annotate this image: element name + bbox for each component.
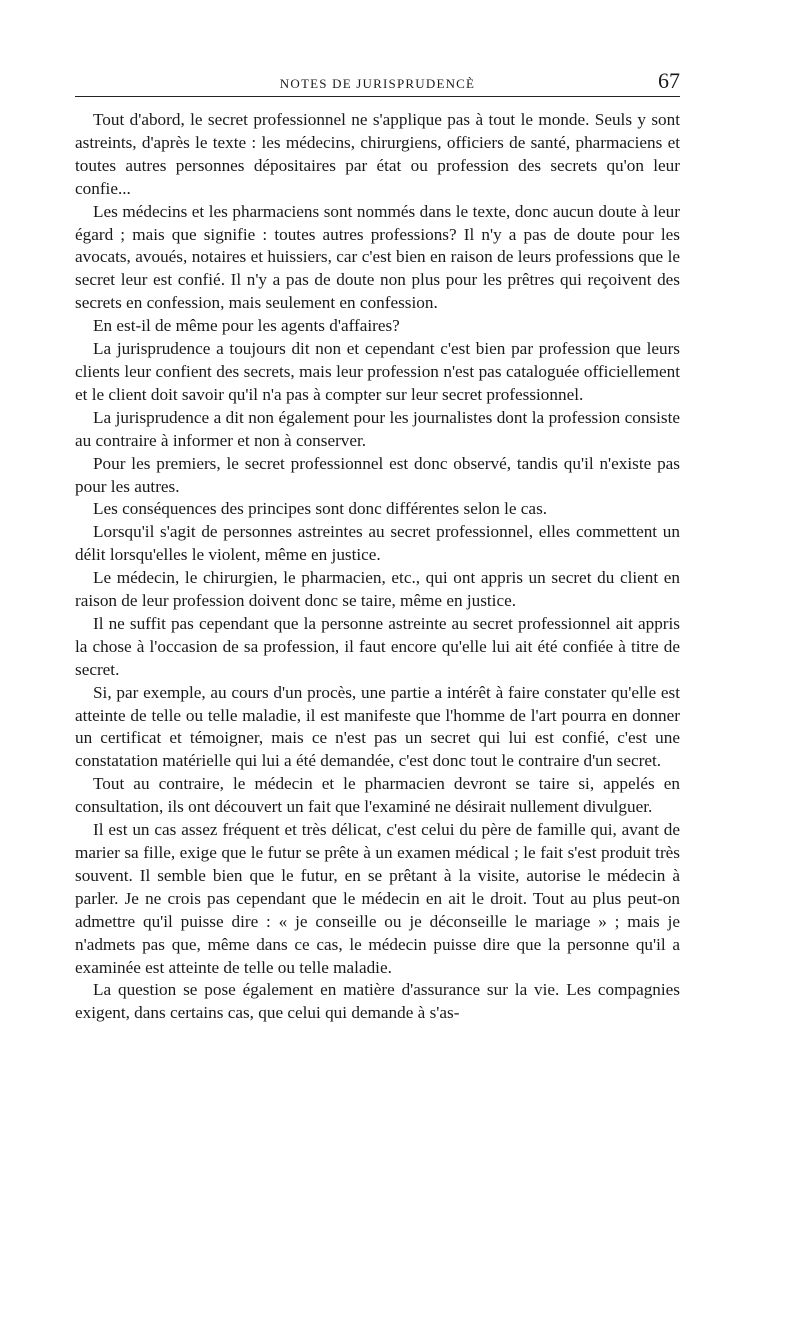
book-page — [75, 62, 680, 1025]
paragraph: La question se pose également en matière d'assurance sur la vie. Les compagnies exigent, dans certains cas, que celui qui demande à s'as- — [75, 980, 680, 1023]
paragraph: La jurisprudence a dit non également pour les journalistes dont la profession consiste au contraire à informer et non à conserver. — [75, 407, 680, 450]
paragraph: Tout d'abord, le secret professionnel ne s'applique pas à tout le monde. Seuls y sont astreints, d'après le texte : les médecins, chirurgiens, officiers de santé, pharmaciens et toutes autres personnes dépositaires par état ou profession des secrets qu'on leur confie... — [75, 110, 680, 198]
paragraph: Si, par exemple, au cours d'un procès, une partie a intérêt à faire constater qu'elle est atteinte de telle ou telle maladie, il est manifeste que l'homme de l'art pourra en donner un certificat et témoigner, mais ce n'est pas un secret qui lui est confié, c'est une constatation matérielle qui lui a été demandée, c'est donc tout le contraire d'un secret. — [75, 682, 680, 771]
page-number: 67 — [658, 68, 680, 93]
paragraph: Les conséquences des principes sont donc différentes selon le cas. — [93, 499, 548, 519]
paragraph: Lorsqu'il s'agit de personnes astreintes au secret professionnel, elles commettent un délit lorsqu'elles le violent, même en justice. — [75, 522, 680, 565]
paragraph: Il ne suffit pas cependant que la personne astreinte au secret professionnel ait appris la chose à l'occasion de sa profession, il faut encore qu'elle lui ait été confiée à titre de secret. — [75, 613, 680, 679]
paragraph: Pour les premiers, le secret professionnel est donc observé, tandis qu'il n'existe pas pour les autres. — [75, 453, 680, 496]
paragraph: Tout au contraire, le médecin et le pharmacien devront se taire si, appelés en consultation, ils ont découvert un fait que l'examiné ne désirait nullement divulguer. — [75, 774, 680, 817]
paragraph: Le médecin, le chirurgien, le pharmacien, etc., qui ont appris un secret du client en raison de leur profession doivent donc se taire, même en justice. — [75, 568, 680, 611]
paragraph: La jurisprudence a toujours dit non et cependant c'est bien par profession que leurs clients leur confient des secrets, mais leur profession n'est pas cataloguée officiellement et le client doit savoir qu'il n'a pas à compter sur leur secret professionnel. — [75, 339, 680, 404]
paragraph: Les médecins et les pharmaciens sont nommés dans le texte, donc aucun doute à leur égard ; mais que signifie : toutes autres professions? Il n'y a pas de doute pour les avocats, avoués, notaires et huissiers, car c'est bien en raison de leurs professions que le secret leur est confié. Il n'y a pas de doute non plus pour les prêtres qui reçoivent des secrets en confession, mais seulement en confession. — [75, 201, 680, 313]
paragraph: Il est un cas assez fréquent et très délicat, c'est celui du père de famille qui, avant de marier sa fille, exige que le futur se prête à un examen médical ; le fait s'est produit très souvent. Il semble bien que le futur, en se prêtant à la visite, autorise le médecin à parler. Je ne crois pas cependant que le médecin en ait le droit. Tout au plus peut-on admettre qu'il puisse dire : « je conseille ou je déconseille le mariage » ; mais je n'admets pas que, même dans ce cas, le médecin puisse dire que la personne qu'il a examinée est atteinte de telle ou telle maladie. — [75, 820, 680, 977]
body-text — [75, 109, 680, 1025]
running-header — [75, 62, 680, 97]
paragraph: En est-il de même pour les agents d'affaires? — [93, 316, 400, 336]
header-title: NOTES DE JURISPRUDENCÈ — [279, 76, 476, 91]
